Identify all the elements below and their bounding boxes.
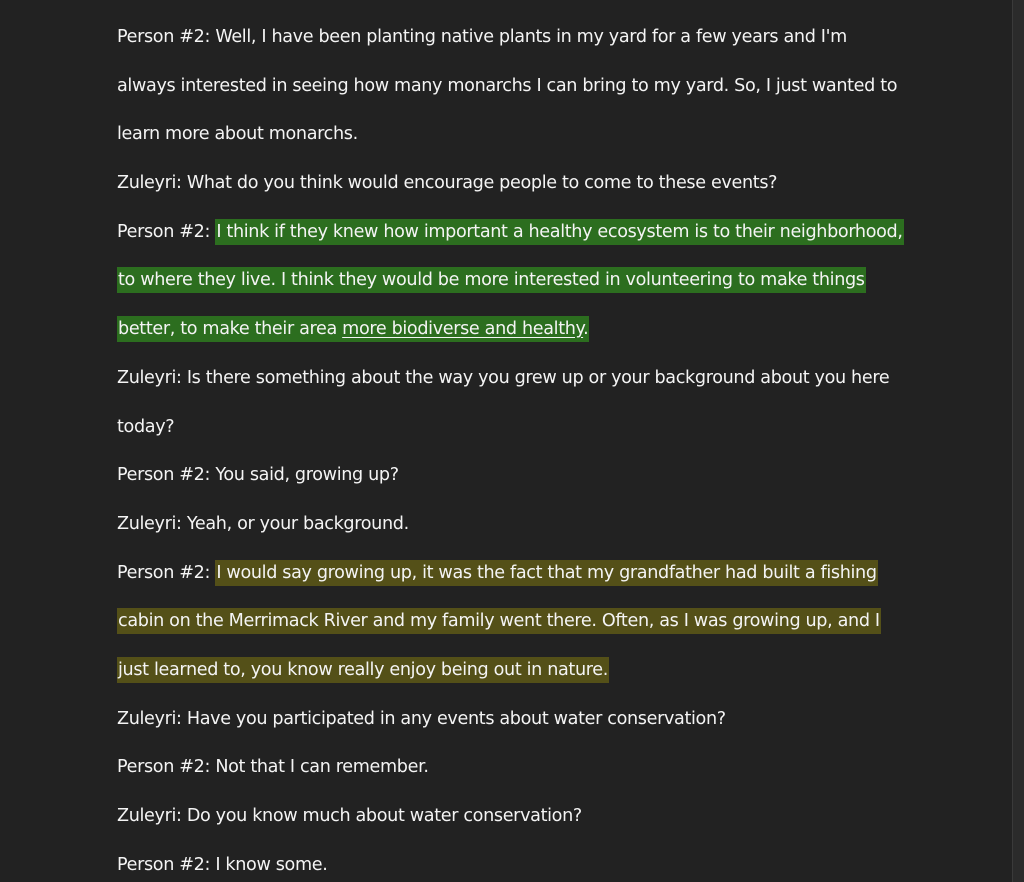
transcript-line bbox=[117, 305, 917, 354]
highlighted-text-green: to where they live. I think they would be more interested in volunteering to make things bbox=[117, 267, 866, 293]
transcript-line bbox=[117, 646, 917, 695]
transcript-line bbox=[117, 841, 917, 882]
transcript-line bbox=[117, 208, 917, 257]
line-text: Person #2: You said, growing up? bbox=[117, 465, 399, 486]
transcript-line bbox=[117, 62, 917, 111]
highlight-text: . bbox=[583, 319, 589, 340]
vertical-scrollbar[interactable] bbox=[1012, 0, 1024, 882]
line-text: learn more about monarchs. bbox=[117, 124, 358, 145]
speaker-label: Person #2: bbox=[117, 221, 216, 242]
transcript-line bbox=[117, 451, 917, 500]
transcript-body[interactable] bbox=[117, 13, 917, 882]
line-text: Zuleyri: Is there something about the way you grew up or your background about you here bbox=[117, 367, 890, 388]
highlighted-text-olive: I would say growing up, it was the fact that my grandfather had built a fishing bbox=[215, 560, 877, 586]
transcript-line bbox=[117, 256, 917, 305]
transcript-line bbox=[117, 792, 917, 841]
transcript-line bbox=[117, 159, 917, 208]
line-text: Person #2: Well, I have been planting native plants in my yard for a few years and I'm bbox=[117, 27, 847, 47]
transcript-line bbox=[117, 597, 917, 646]
line-text: today? bbox=[117, 416, 175, 437]
line-text: Zuleyri: What do you think would encourage people to come to these events? bbox=[117, 173, 778, 194]
line-text: always interested in seeing how many monarchs I can bring to my yard. So, I just wanted to bbox=[117, 75, 898, 96]
transcript-line bbox=[117, 403, 917, 452]
highlighted-text-green bbox=[117, 316, 589, 342]
line-text: Zuleyri: Yeah, or your background. bbox=[117, 513, 409, 534]
highlight-text: better, to make their area bbox=[118, 319, 343, 340]
transcript-line bbox=[117, 500, 917, 549]
speaker-label: Person #2: bbox=[117, 562, 216, 583]
underlined-link[interactable]: more biodiverse and healthy bbox=[342, 319, 584, 340]
line-text: Zuleyri: Do you know much about water conservation? bbox=[117, 806, 582, 826]
transcript-line bbox=[117, 549, 917, 598]
transcript-line bbox=[117, 743, 917, 792]
highlighted-text-olive: just learned to, you know really enjoy being out in nature. bbox=[117, 657, 609, 683]
line-text: Person #2: I know some. bbox=[117, 854, 328, 875]
transcript-line bbox=[117, 13, 917, 62]
highlighted-text-green: I think if they knew how important a healthy ecosystem is to their neighborhood, bbox=[215, 219, 903, 245]
transcript-line bbox=[117, 695, 917, 744]
line-text: Zuleyri: Have you participated in any events about water conservation? bbox=[117, 708, 726, 729]
highlighted-text-olive: cabin on the Merrimack River and my family went there. Often, as I was growing up, and I bbox=[117, 608, 881, 634]
transcript-line bbox=[117, 110, 917, 159]
line-text: Person #2: Not that I can remember. bbox=[117, 757, 429, 778]
transcript-line bbox=[117, 354, 917, 403]
